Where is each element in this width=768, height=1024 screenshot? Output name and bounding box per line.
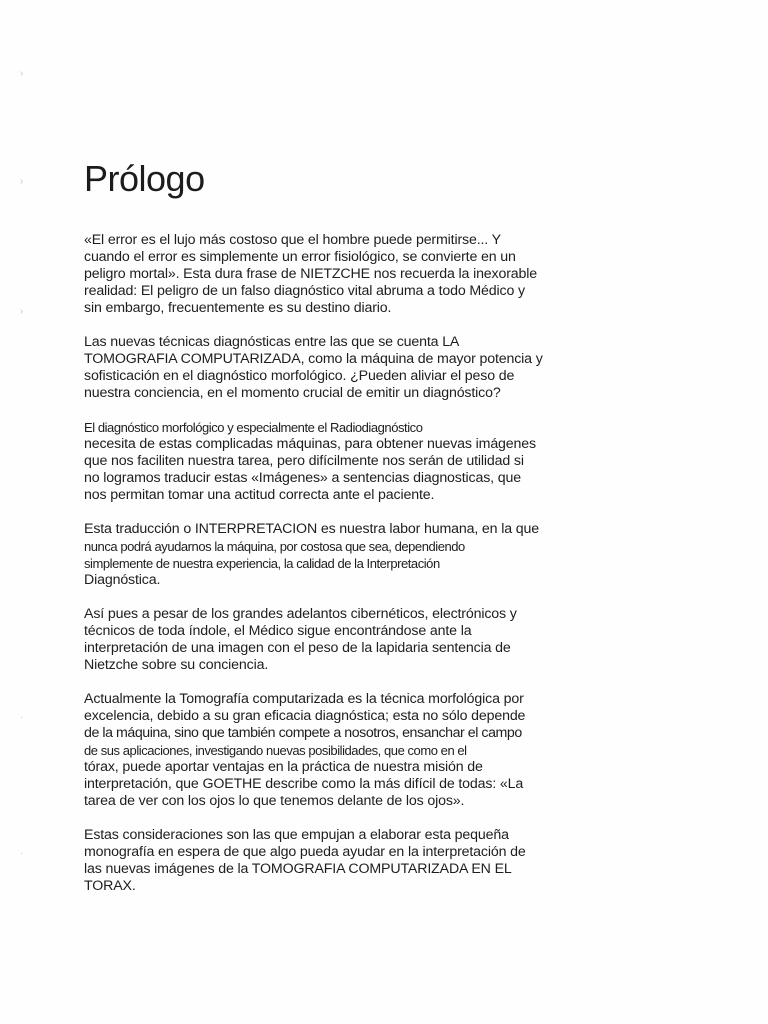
text-line: sofisticación en el diagnóstico morfológico. ¿Pueden aliviar el peso de: [84, 368, 515, 384]
text-line: Esta traducción o INTERPRETACION es nuestra labor humana, en la que: [84, 521, 539, 537]
page-title: Prólogo: [84, 158, 205, 199]
text-line: Actualmente la Tomografía computarizada es la técnica morfológica por: [84, 691, 524, 707]
text-line: El diagnóstico morfológico y especialmente el Radiodiagnóstico: [84, 420, 423, 435]
text-line: nos permitan tomar una actitud correcta ante el paciente.: [84, 487, 435, 503]
text-line: no logramos traducir estas «Imágenes» a sentencias diagnosticas, que: [84, 470, 521, 486]
text-line: cuando el error es simplemente un error fisiológico, se convierte en un: [84, 249, 516, 265]
text-line: peligro mortal». Esta dura frase de NIETZCHE nos recuerda la inexorable: [84, 266, 538, 282]
text-line: técnicos de toda índole, el Médico sigue encontrándose ante la: [84, 623, 472, 639]
text-line: interpretación, que GOETHE describe como la más difícil de todas: «La: [84, 776, 524, 792]
paragraph: [84, 606, 560, 674]
text-line: «El error es el lujo más costoso que el hombre puede permitirse... Y: [84, 232, 501, 248]
text-line: monografía en espera de que algo pueda ayudar en la interpretación de: [84, 844, 526, 860]
text-line: tórax, puede aportar ventajas en la práctica de nuestra misión de: [84, 759, 483, 775]
text-line: sin embargo, frecuentemente es su destino diario.: [84, 300, 392, 316]
text-line: TORAX.: [84, 878, 136, 894]
margin-smudge: ›: [20, 68, 24, 79]
text-line: realidad: El peligro de un falso diagnóstico vital abruma a todo Médico y: [84, 283, 525, 299]
paragraph: [84, 232, 560, 317]
margin-smudge: ·: [20, 848, 24, 859]
paragraph: [84, 334, 560, 402]
text-line: simplemente de nuestra experiencia, la calidad de la Interpretación: [84, 556, 440, 571]
text-line: de la máquina, sino que también compete a nosotros, ensanchar el campo: [84, 725, 522, 741]
text-line: excelencia, debido a su gran eficacia diagnóstica; esta no sólo depende: [84, 708, 526, 724]
text-line: Así pues a pesar de los grandes adelantos cibernéticos, electrónicos y: [84, 606, 517, 622]
text-line: necesita de estas complicadas máquinas, para obtener nuevas imágenes: [84, 436, 536, 452]
paragraph: [84, 521, 560, 589]
margin-smudge: ›: [20, 176, 24, 187]
text-line: tarea de ver con los ojos lo que tenemos delante de los ojos».: [84, 793, 465, 809]
text-line: Diagnóstica.: [84, 572, 161, 588]
text-line: interpretación de una imagen con el peso de la lapidaria sentencia de: [84, 640, 511, 656]
text-line: Nietzche sobre su conciencia.: [84, 657, 269, 673]
text-line: Las nuevas técnicas diagnósticas entre las que se cuenta LA: [84, 334, 460, 350]
paragraph: [84, 691, 560, 810]
margin-smudge: ›: [20, 306, 24, 317]
text-line: nuestra conciencia, en el momento crucial de emitir un diagnóstico?: [84, 385, 501, 401]
text-line: de sus aplicaciones, investigando nuevas posibilidades, que como en el: [84, 743, 467, 758]
prologue-body: [84, 232, 560, 912]
text-line: nunca podrá ayudarnos la máquina, por costosa que sea, dependiendo: [84, 539, 465, 554]
margin-smudge: ·: [20, 712, 24, 723]
paragraph: [84, 827, 560, 895]
paragraph: [84, 419, 560, 504]
text-line: las nuevas imágenes de la TOMOGRAFIA COMPUTARIZADA EN EL: [84, 861, 512, 877]
text-line: TOMOGRAFIA COMPUTARIZADA, como la máquina de mayor potencia y: [84, 351, 543, 367]
text-line: que nos faciliten nuestra tarea, pero difícilmente nos serán de utilidad si: [84, 453, 524, 469]
text-line: Estas consideraciones son las que empujan a elaborar esta pequeña: [84, 827, 509, 843]
